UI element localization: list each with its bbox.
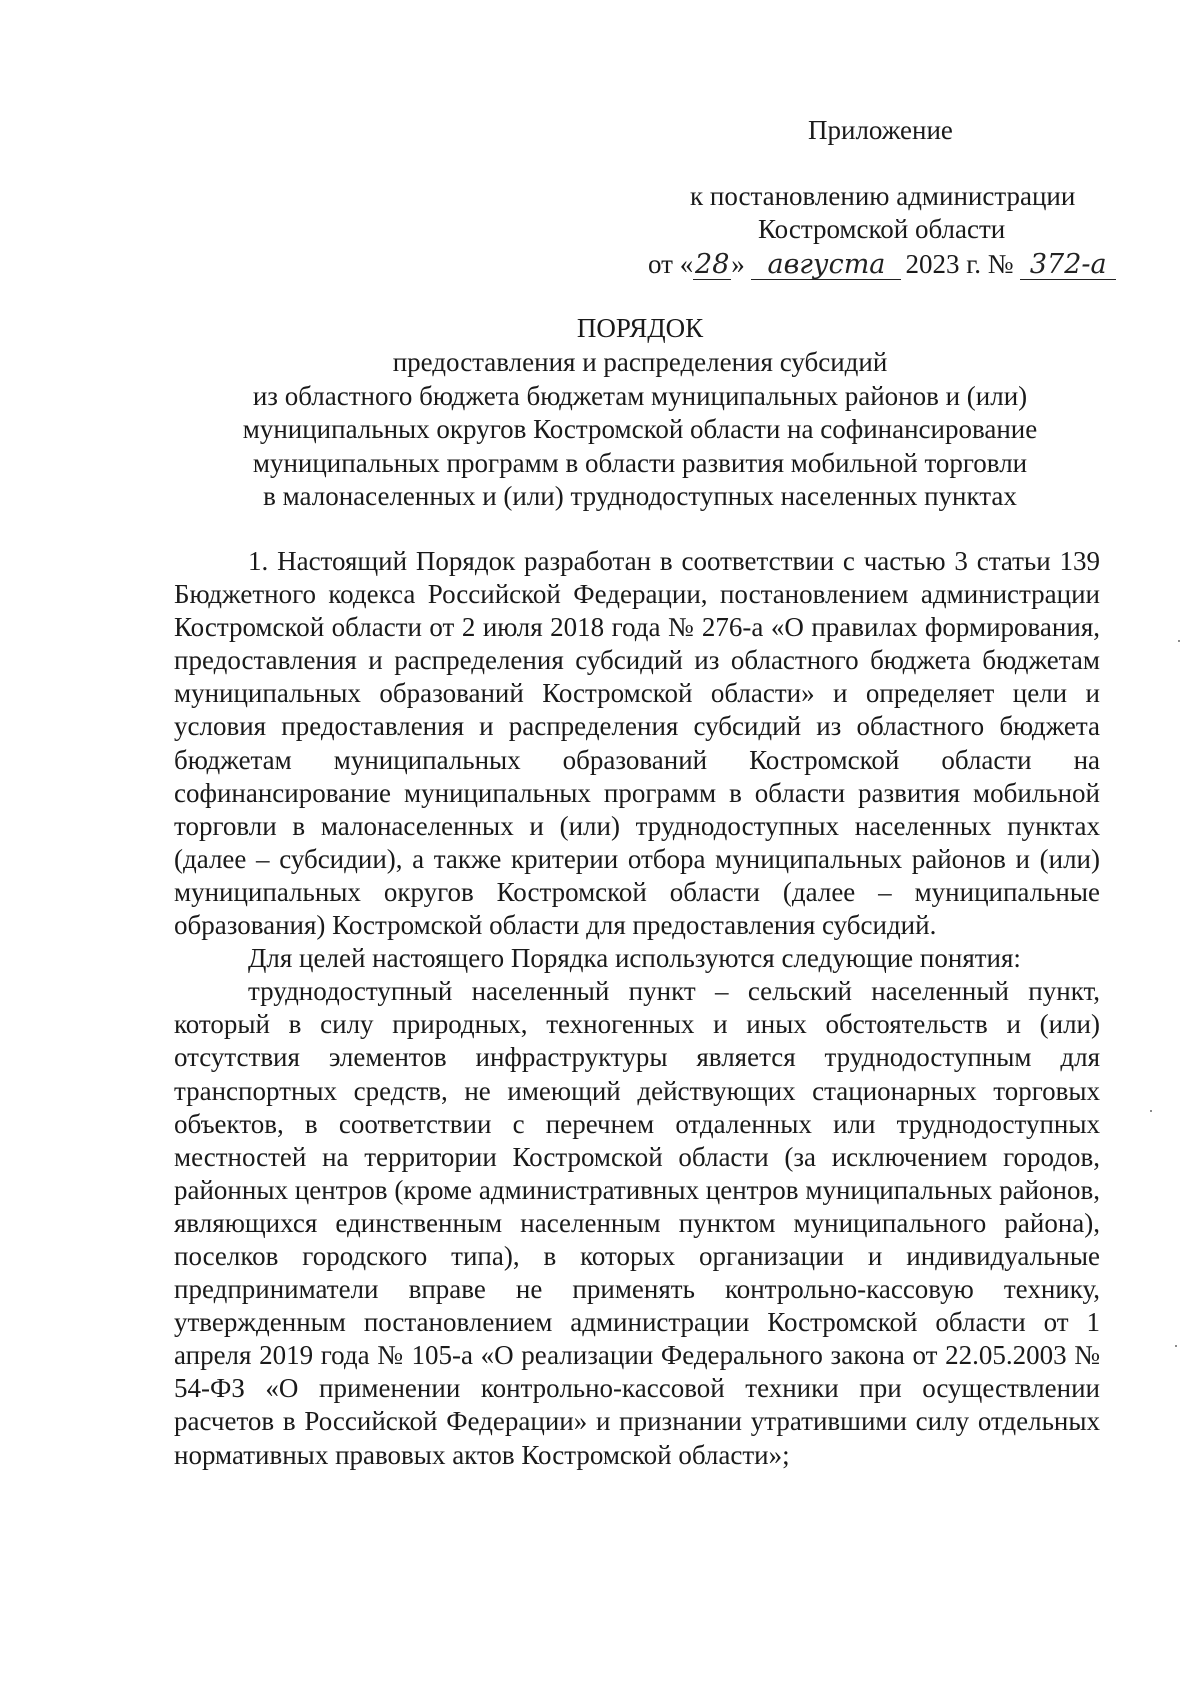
paragraph-1: 1. Настоящий Порядок разработан в соответствии с частью 3 статьи 139 Бюджетного кодекса Российской Федерации, постановлением администрации Костромской области от 2 июля 2018 года № 276-а «О правилах формирования, предоставления и распределения субсидий из областного бюджета бюджетам муниципальных образований Костромской области» и определяет цели и условия предоставления и распределения субсидий из областного бюджета бюджетам муниципальных образований Костромской области на софинансирование муниципальных программ в области развития мобильной торговли в малонаселенных и (или) труднодоступных населенных пунктах (далее – субсидии), а также критерии отбора муниципальных районов и (или) муниципальных округов Костромской области (далее – муниципальные образования) Костромской области для предоставления субсидий. [174, 546, 1100, 941]
attachment-line-region: Костромской области [758, 214, 1006, 244]
document-subtitle [170, 346, 1110, 514]
subtitle-line: в малонаселенных и (или) труднодоступных населенных пунктах [263, 481, 1017, 512]
subtitle-line: из областного бюджета бюджетам муниципальных районов и (или) [252, 380, 1028, 411]
date-prefix: от « [648, 249, 694, 279]
date-year: 2023 г. № [905, 249, 1014, 279]
subtitle-line: муниципальных программ в области развития мобильной торговли [252, 447, 1028, 478]
attachment-title: Приложение [808, 115, 953, 145]
attachment-date-line [648, 248, 1200, 281]
document-title: ПОРЯДОК [576, 313, 704, 343]
scan-speck [1175, 1345, 1177, 1347]
subtitle-line: муниципальных округов Костромской области на софинансирование [242, 414, 1038, 445]
document-body [174, 545, 1100, 1472]
paragraph-3: труднодоступный населенный пункт – сельский населенный пункт, который в силу природных, техногенных и иных обстоятельств и (или) отсутствия элементов инфраструктуры является труднодоступным для транспортных средств, не имеющий действующих стационарных торговых объектов, в соответствии с перечнем отдаленных или труднодоступных местностей на территории Костромской области (за исключением городов, районных центров (кроме административных центров муниципальных районов, являющихся единственным населенным пунктом муниципального района), поселков городского типа), в которых организации и индивидуальные предприниматели вправе не применять контрольно-кассовую технику, утвержденным постановлением администрации Костромской области от 1 апреля 2019 года № 105-а «О реализации Федерального закона от 22.05.2003 № 54-ФЗ «О применении контрольно-кассовой техники при осуществлении расчетов в Российской Федерации» и признании утратившими силу отдельных нормативных правовых актов Костромской области»; [174, 976, 1100, 1470]
date-mid: » [731, 249, 752, 279]
attachment-line-resolution: к постановлению администрации [690, 181, 1076, 211]
handwritten-day: 28 [695, 249, 730, 280]
handwritten-month: августа [751, 251, 901, 280]
scan-speck [1150, 1110, 1152, 1112]
handwritten-number: 372-а [1020, 251, 1116, 280]
paragraph-2: Для целей настоящего Порядка используются следующие понятия: [248, 943, 1021, 974]
subtitle-line: предоставления и распределения субсидий [392, 347, 888, 377]
scan-speck [1178, 640, 1180, 642]
